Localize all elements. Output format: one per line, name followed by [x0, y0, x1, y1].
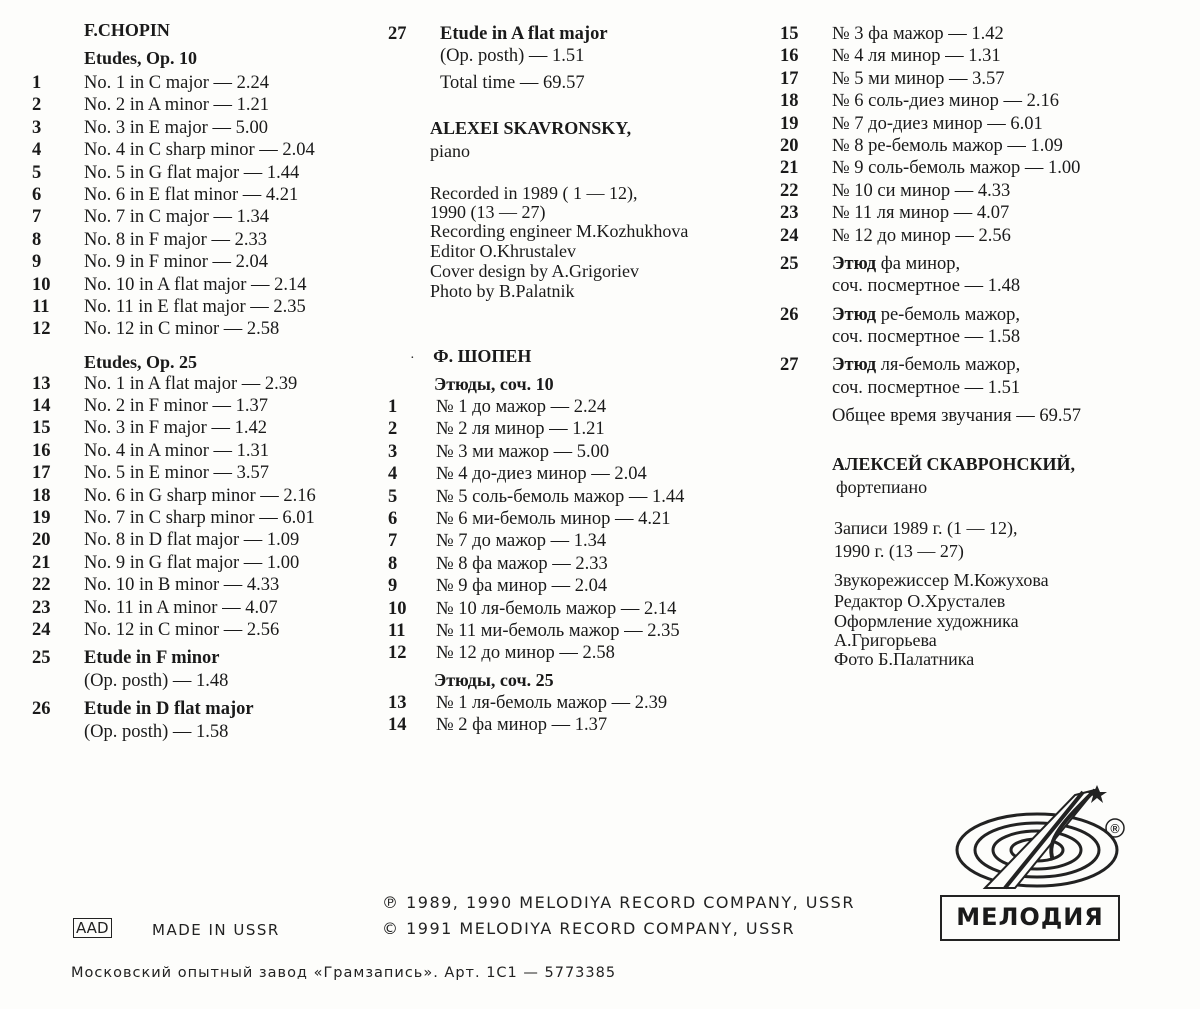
- credit-line: Cover design by A.Grigoriev: [430, 261, 639, 281]
- track-row: [388, 620, 684, 642]
- factory-line: Московский опытный завод «Грамзапись». Арт. 1С1 — 5773385: [71, 965, 617, 981]
- track-number: 21: [32, 552, 51, 573]
- credit-line: Фото Б.Палатника: [834, 649, 975, 669]
- track-number: 3: [388, 441, 398, 462]
- track-27-sub: [440, 45, 608, 67]
- track-number: 4: [32, 140, 42, 161]
- track-title: № 8 фа мажор — 2.33: [436, 553, 608, 574]
- ru-op25-track-list: [388, 692, 667, 737]
- track-row: [780, 113, 1081, 135]
- total-time-text: Total time — 69.57: [440, 72, 585, 93]
- track-row: [388, 575, 684, 597]
- track-title: № 6 ми-бемоль минор — 4.21: [436, 508, 671, 529]
- track-number: 24: [32, 619, 51, 640]
- track-title: № 10 си минор — 4.33: [832, 180, 1011, 201]
- track-row: [780, 135, 1081, 157]
- track-title-rest: ля-бемоль мажор,: [876, 355, 1021, 376]
- ru-artist-name: АЛЕКСЕЙ СКАВРОНСКИЙ,: [832, 454, 1076, 474]
- track-title: № 1 до мажор — 2.24: [436, 397, 607, 417]
- track-number: 17: [780, 68, 799, 89]
- track-row: [32, 417, 316, 439]
- track-duration: соч. посмертное — 1.48: [832, 276, 1021, 297]
- aad-badge: [73, 919, 112, 937]
- track-row: [388, 530, 684, 552]
- track-number: 18: [780, 91, 799, 112]
- track-title: Etude in F minor: [84, 648, 220, 669]
- track-row: [32, 395, 316, 417]
- ru-composer: Ф. ШОПЕН: [433, 346, 532, 366]
- track-number: 2: [388, 419, 398, 440]
- track-row: [388, 642, 684, 664]
- track-title: № 7 до мажор — 1.34: [436, 531, 607, 552]
- track-title-bold: Этюд: [832, 355, 877, 376]
- track-number: 25: [32, 648, 51, 669]
- track-title: № 1 ля-бемоль мажор — 2.39: [436, 693, 668, 713]
- track-row: [32, 619, 316, 641]
- track-row: [780, 90, 1081, 112]
- track-title: № 2 ля минор — 1.21: [436, 419, 605, 440]
- track-title: No. 5 in G flat major — 1.44: [84, 162, 300, 183]
- track-title: № 12 до минор — 2.56: [832, 225, 1011, 246]
- track-number: 6: [388, 508, 398, 529]
- track-title: No. 1 in C major — 2.24: [84, 73, 269, 93]
- credit-line: Photo by B.Palatnik: [430, 281, 575, 301]
- column-middle: [388, 23, 689, 736]
- track-number: 22: [780, 180, 799, 201]
- track-number: 10: [32, 274, 51, 295]
- track-row: [780, 157, 1081, 179]
- track-title: No. 3 in E major — 5.00: [84, 117, 268, 138]
- track-row: [32, 552, 316, 574]
- track-number: 3: [32, 117, 42, 138]
- track-number: 5: [388, 486, 398, 507]
- op10-heading: Etudes, Op. 10: [84, 48, 198, 68]
- column-english-tracks: [32, 20, 316, 749]
- track-row: [32, 162, 316, 184]
- ru-op25-cont-list: [780, 23, 1081, 247]
- track-number: 13: [32, 373, 51, 394]
- track-row: [780, 45, 1081, 67]
- credit-line: Редактор О.Хрусталев: [834, 591, 1006, 611]
- track-number: 21: [780, 158, 799, 179]
- track-number: 27: [388, 24, 407, 44]
- track-number: 15: [32, 418, 51, 439]
- registered-mark: ®: [1109, 822, 1121, 836]
- track-number: 12: [32, 319, 51, 340]
- track-row: [388, 692, 667, 714]
- track-number: 18: [32, 485, 51, 506]
- track-title: No. 2 in A minor — 1.21: [84, 95, 270, 116]
- track-row: [388, 396, 684, 418]
- track-row: [32, 507, 316, 529]
- credit-line: 1990 (13 — 27): [430, 202, 546, 222]
- track-number: 16: [32, 440, 51, 461]
- track-number: 5: [32, 162, 42, 183]
- track-27-title-row: [388, 23, 608, 45]
- track-row: [388, 553, 684, 575]
- track-number: 1: [388, 397, 398, 417]
- track-title: № 10 ля-бемоль мажор — 2.14: [436, 598, 677, 619]
- track-row: [780, 23, 1081, 45]
- track-number: 7: [388, 531, 398, 552]
- track-number: 25: [780, 253, 799, 274]
- record-line: 1990 г. (13 — 27): [834, 541, 964, 561]
- track-number: 19: [780, 113, 799, 134]
- credit-line: Editor O.Khrustalev: [430, 241, 576, 261]
- track-title: Etude in A flat major: [440, 24, 608, 44]
- track-title: No. 12 in C minor — 2.56: [84, 619, 280, 640]
- track-title: № 12 до минор — 2.58: [436, 643, 615, 664]
- instrument: piano: [430, 141, 470, 161]
- credit-line: А.Григорьева: [834, 630, 937, 650]
- track-number: 20: [780, 135, 799, 156]
- track-title: № 2 фа минор — 1.37: [436, 715, 608, 736]
- credits-block: [430, 183, 688, 301]
- track-title: No. 8 in F major — 2.33: [84, 229, 267, 250]
- track-title: No. 10 in A flat major — 2.14: [84, 274, 307, 295]
- credit-line: Звукорежиссер М.Кожухова: [834, 570, 1049, 590]
- track-number: 1: [32, 73, 42, 93]
- track-title: No. 1 in A flat major — 2.39: [84, 373, 298, 394]
- track-title: No. 8 in D flat major — 1.09: [84, 530, 300, 551]
- track-row: [388, 441, 684, 463]
- ru-composer-heading: [410, 346, 531, 369]
- track-title: No. 4 in A minor — 1.31: [84, 440, 270, 461]
- track-row: [32, 440, 316, 462]
- track-number: 8: [388, 553, 398, 574]
- track-title: № 9 фа минор — 2.04: [436, 576, 608, 597]
- track-title: № 5 ми минор — 3.57: [832, 68, 1005, 89]
- track-title: № 7 до-диез минор — 6.01: [832, 113, 1043, 134]
- ru-posth-list: [780, 253, 1081, 399]
- track-duration: (Op. posth) — 1.48: [84, 670, 229, 691]
- ru-op25-heading: Этюды, соч. 25: [434, 670, 554, 690]
- track-number: 9: [388, 576, 398, 597]
- melodiya-emblem-icon: [945, 770, 1130, 895]
- track-title: No. 9 in F minor — 2.04: [84, 252, 268, 273]
- track-number: 6: [32, 184, 42, 205]
- track-number: 7: [32, 207, 42, 228]
- track-row: [32, 485, 316, 507]
- track-number: 11: [32, 296, 50, 317]
- track-title: № 4 ля минор — 1.31: [832, 46, 1001, 67]
- track-number: 22: [32, 575, 51, 596]
- track-title: № 9 соль-бемоль мажор — 1.00: [832, 158, 1081, 179]
- track-title: № 11 ми-бемоль мажор — 2.35: [436, 620, 680, 641]
- track-title: No. 12 in C minor — 2.58: [84, 319, 280, 340]
- track-row: [32, 529, 316, 551]
- column-russian-continued: [780, 23, 1081, 669]
- ru-credits-block: [834, 570, 1049, 669]
- track-title-bold: Этюд: [832, 253, 877, 274]
- track-number: 12: [388, 643, 407, 664]
- track-title: No. 2 in F minor — 1.37: [84, 396, 268, 417]
- track-title-bold: Этюд: [832, 304, 877, 325]
- track-row: [32, 462, 316, 484]
- track-title-rest: фа минор,: [876, 253, 961, 274]
- op10-track-list: [32, 72, 316, 341]
- track-number: 26: [780, 304, 799, 325]
- record-line: Записи 1989 г. (1 — 12),: [834, 518, 1018, 538]
- track-number: 24: [780, 225, 799, 246]
- track-row: [32, 274, 316, 296]
- track-row: [388, 508, 684, 530]
- track-number: 15: [780, 24, 799, 44]
- composer-heading: F.CHOPIN: [84, 20, 170, 40]
- track-number: 2: [32, 95, 42, 116]
- ru-posth-track: [780, 354, 1081, 399]
- artist-name: ALEXEI SKAVRONSKY,: [430, 118, 632, 138]
- total-time: [440, 72, 608, 94]
- track-title: No. 6 in E flat minor — 4.21: [84, 184, 299, 205]
- credit-line: Recorded in 1989 ( 1 — 12),: [430, 183, 638, 203]
- posth-track: [32, 698, 316, 743]
- track-row: [32, 139, 316, 161]
- track-title: No. 11 in A minor — 4.07: [84, 597, 278, 618]
- credit-line: Recording engineer M.Kozhukhova: [430, 221, 689, 241]
- track-title: No. 11 in E flat major — 2.35: [84, 296, 306, 317]
- track-title: No. 9 in G flat major — 1.00: [84, 552, 300, 573]
- copyright-line: © 1991 MELODIYA RECORD COMPANY, USSR: [382, 919, 796, 938]
- track-title: No. 3 in F major — 1.42: [84, 418, 267, 439]
- made-in: MADE IN USSR: [152, 921, 280, 939]
- track-title: No. 10 in B minor — 4.33: [84, 575, 280, 596]
- track-number: 27: [780, 355, 799, 376]
- track-row: [32, 206, 316, 228]
- op25-heading: Etudes, Op. 25: [84, 351, 198, 372]
- track-title: № 5 соль-бемоль мажор — 1.44: [436, 486, 685, 507]
- track-number: 9: [32, 252, 42, 273]
- track-title: Etude in D flat major: [84, 699, 254, 720]
- track-title: № 11 ля минор — 4.07: [832, 203, 1010, 224]
- track-duration: (Op. posth) — 1.58: [84, 721, 229, 742]
- track-number: 8: [32, 229, 42, 250]
- ru-total-time: [832, 405, 1081, 427]
- track-row: [32, 184, 316, 206]
- track-title: No. 7 in C sharp minor — 6.01: [84, 508, 315, 529]
- ru-instrument: фортепиано: [836, 477, 928, 497]
- posth-track: [32, 647, 316, 692]
- track-row: [32, 94, 316, 116]
- bullet: ·: [410, 351, 415, 366]
- track-title: № 3 ми мажор — 5.00: [436, 441, 610, 462]
- track-row: [32, 72, 316, 94]
- track-row: [388, 418, 684, 440]
- track-row: [388, 714, 667, 736]
- ru-records-block: [834, 517, 1018, 563]
- track-title: No. 7 in C major — 1.34: [84, 207, 269, 228]
- track-duration: (Op. posth) — 1.51: [440, 46, 585, 67]
- track-row: [388, 463, 684, 485]
- phonogram-line: ℗ 1989, 1990 MELODIYA RECORD COMPANY, USSR: [382, 893, 855, 912]
- aad-code: AAD: [73, 918, 112, 938]
- track-row: [32, 597, 316, 619]
- op25-track-list: [32, 373, 316, 642]
- track-number: 11: [388, 620, 406, 641]
- ru-posth-track: [780, 304, 1081, 349]
- track-number: 23: [780, 203, 799, 224]
- track-row: [32, 373, 316, 395]
- track-row: [388, 486, 684, 508]
- ru-op10-heading: Этюды, соч. 10: [434, 374, 554, 394]
- track-title: No. 6 in G sharp minor — 2.16: [84, 485, 316, 506]
- ru-posth-track: [780, 253, 1081, 298]
- melodiya-logo-text: МЕЛОДИЯ: [940, 895, 1120, 941]
- track-number: 10: [388, 598, 407, 619]
- track-row: [780, 180, 1081, 202]
- track-duration: соч. посмертное — 1.58: [832, 327, 1021, 348]
- ru-op10-track-list: [388, 396, 684, 665]
- track-number: 14: [32, 396, 51, 417]
- track-title: № 6 соль-диез минор — 2.16: [832, 91, 1060, 112]
- track-title: No. 5 in E minor — 3.57: [84, 463, 269, 484]
- track-row: [780, 202, 1081, 224]
- track-title-rest: ре-бемоль мажор,: [876, 304, 1020, 325]
- track-row: [780, 225, 1081, 247]
- track-number: 13: [388, 693, 407, 713]
- track-row: [32, 251, 316, 273]
- track-number: 17: [32, 463, 51, 484]
- track-title: № 4 до-диез минор — 2.04: [436, 464, 647, 485]
- track-row: [32, 117, 316, 139]
- track-number: 19: [32, 508, 51, 529]
- ru-total-time-text: Общее время звучания — 69.57: [832, 406, 1081, 427]
- track-number: 4: [388, 464, 398, 485]
- track-duration: соч. посмертное — 1.51: [832, 377, 1021, 398]
- credit-line: Оформление художника: [834, 611, 1019, 631]
- track-title: No. 4 in C sharp minor — 2.04: [84, 140, 315, 161]
- track-number: 20: [32, 530, 51, 551]
- track-row: [32, 296, 316, 318]
- track-row: [388, 598, 684, 620]
- track-number: 23: [32, 597, 51, 618]
- track-number: 16: [780, 46, 799, 67]
- track-row: [32, 574, 316, 596]
- track-title: № 3 фа мажор — 1.42: [832, 24, 1004, 44]
- track-number: 26: [32, 699, 51, 720]
- track-row: [780, 68, 1081, 90]
- posth-track-list: [32, 647, 316, 743]
- track-row: [32, 318, 316, 340]
- track-row: [32, 229, 316, 251]
- track-number: 14: [388, 715, 407, 736]
- track-title: № 8 ре-бемоль мажор — 1.09: [832, 135, 1063, 156]
